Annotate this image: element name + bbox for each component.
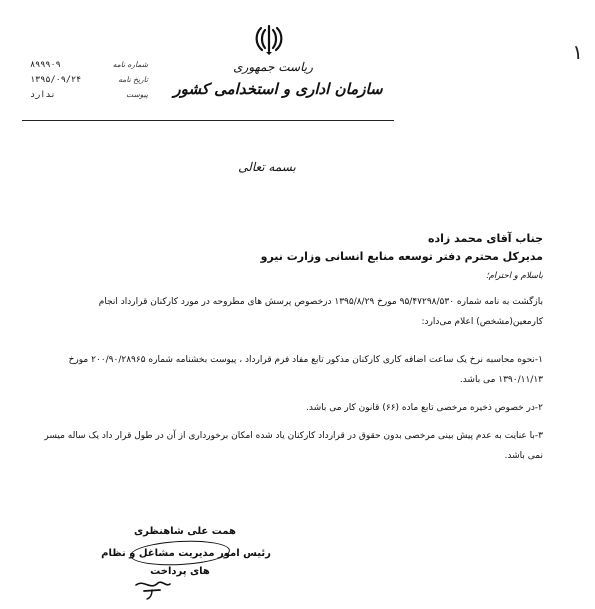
- signatory-title-line-2: های پرداخت: [150, 566, 210, 577]
- header-divider: [22, 120, 394, 121]
- addressee-title: مدیرکل محترم دفتر توسعه منابع انسانی وزارت نیرو: [260, 250, 543, 263]
- body-paragraph-3: ۲-در خصوص ذخیره مرخصی تابع ماده (۶۶) قانون کار می باشد.: [306, 403, 543, 413]
- basmala: بسمه تعالی: [238, 160, 296, 174]
- signatory-name: همت علی شاهنظری: [134, 526, 236, 537]
- meta-attachment-row: [30, 90, 148, 105]
- organization-name: سازمان اداری و استخدامی کشور: [173, 80, 383, 98]
- page-number: ١: [572, 40, 583, 64]
- greeting: باسلام و احترام؛: [485, 271, 543, 281]
- letter-number: ۸۹۹۹۰۹: [30, 60, 61, 70]
- letter-number-label: شماره نامه: [112, 60, 148, 69]
- iran-emblem-icon: [252, 22, 286, 56]
- letter-meta: [30, 60, 148, 105]
- addressee-name: جناب آقای محمد زاده: [428, 232, 543, 245]
- letter-date: ۱۳۹۵/۰۹/۲۴: [30, 75, 82, 85]
- handwritten-signature: [130, 575, 180, 601]
- letter-attachment-label: پیوست: [126, 90, 148, 99]
- meta-date-row: [30, 75, 148, 90]
- meta-number-row: [30, 60, 148, 75]
- body-paragraph-2: ۱-نحوه محاسبه نرخ یک ساعت اضافه کاری کارکنان مذکور تابع مفاد فرم قرارداد ، پیوست بخشنامه شماره ۲۰۰/۹۰/۲۸۹۶۵ مورخ ۱۳۹۰/۱۱/۱۳ می باشد.: [68, 355, 543, 385]
- letter-date-label: تاریخ نامه: [118, 75, 148, 84]
- body-paragraph-4: ۳-با عنایت به عدم پیش بینی مرخصی بدون حقوق در قرارداد کارکنان یاد شده امکان برخورداری از آن در طول قرار داد یک ساله میسر نمی باشد.: [44, 431, 543, 461]
- presidency-title: ریاست جمهوری: [233, 60, 313, 74]
- body-paragraph-1: بازگشت به نامه شماره ۹۵/۴۷۲۹۸/۵۳۰ مورخ ۱۳۹۵/۸/۲۹ درخصوص پرسش های مطروحه در مورد کارکنان قرارداد انجام کارمعین(مشخص) اعلام می‌دارد:: [98, 297, 543, 327]
- letter-attachment: ندارد: [30, 90, 56, 100]
- signatory-title-line-1: رئیس امور مدیریت مشاغل و نظام: [101, 548, 271, 559]
